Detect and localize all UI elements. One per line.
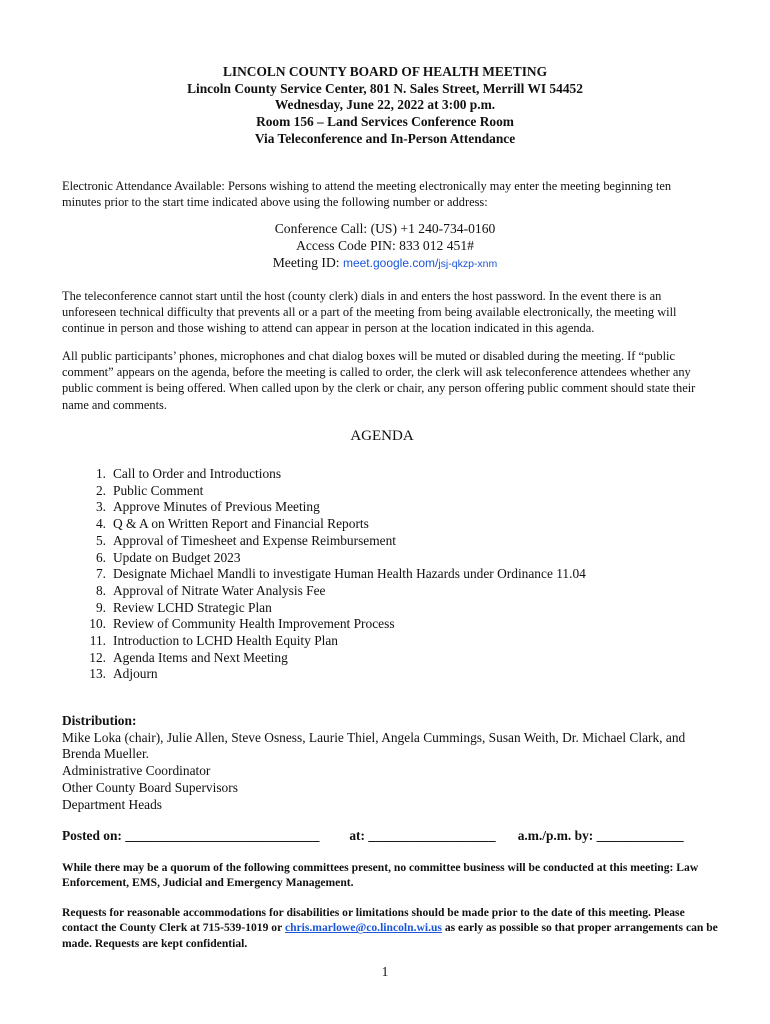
agenda-list	[62, 466, 586, 683]
accommodation-notice	[62, 905, 722, 951]
agenda-item-number: 3.	[95, 499, 106, 515]
distribution-department-heads: Department Heads	[62, 796, 163, 812]
teleconference-note: The teleconference cannot start until the host (county clerk) dials in and enters the host password. In the event there is an unforeseen technical difficulty that prevents all or a part of the meeting from being available electronically, the meeting will continue in person and those wishing to attend can appear in person at the location indicated in this agenda.	[62, 289, 677, 336]
agenda-item	[62, 550, 586, 567]
conference-call-line: Conference Call: (US) +1 240-734-0160	[274, 221, 496, 236]
agenda-item	[62, 600, 586, 617]
agenda-item	[62, 633, 586, 650]
agenda-item	[62, 666, 586, 683]
agenda-item-text: Approval of Timesheet and Expense Reimbursement	[113, 532, 397, 548]
agenda-item-number: 11.	[89, 633, 106, 649]
agenda-item	[62, 583, 586, 600]
agenda-item	[62, 499, 586, 516]
agenda-item-text: Review LCHD Strategic Plan	[113, 599, 272, 615]
agenda-item-number: 7.	[95, 566, 106, 582]
agenda-item	[62, 650, 586, 667]
agenda-item	[62, 566, 586, 583]
clerk-email-link[interactable]: chris.marlowe@co.lincoln.wi.us	[284, 921, 442, 935]
meeting-link-code[interactable]: jsj-qkzp-xnm	[438, 258, 498, 270]
meeting-room: Room 156 – Land Services Conference Room	[256, 114, 514, 130]
agenda-item-number: 10.	[89, 616, 106, 632]
access-code-line: Access Code PIN: 833 012 451#	[296, 238, 474, 253]
posted-at-field: at: ___________________	[349, 828, 496, 843]
agenda-item-text: Designate Michael Mandli to investigate Human Health Hazards under Ordinance 11.04	[113, 566, 586, 582]
agenda-item	[62, 516, 586, 533]
meeting-location: Lincoln County Service Center, 801 N. Sales Street, Merrill WI 54452	[187, 80, 583, 96]
agenda-item-number: 1.	[95, 466, 106, 481]
agenda-item-number: 8.	[95, 582, 106, 598]
posted-on-field: Posted on: _____________________________	[62, 828, 320, 843]
posted-by-field: a.m./p.m. by: _____________	[517, 828, 684, 843]
agenda-item-text: Call to Order and Introductions	[113, 466, 282, 481]
accommodation-text-after: as early as possible so that proper arrangements can be made. Requests are kept confidential.	[62, 921, 718, 950]
agenda-item-number: 12.	[89, 649, 106, 665]
posted-line	[62, 828, 684, 844]
agenda-item-number: 4.	[95, 516, 106, 532]
meeting-header	[0, 64, 770, 148]
agenda-item-text: Agenda Items and Next Meeting	[113, 649, 288, 665]
distribution-supervisors: Other County Board Supervisors	[62, 779, 238, 795]
agenda-title: AGENDA	[350, 428, 414, 444]
distribution-members: Mike Loka (chair), Julie Allen, Steve Osness, Laurie Thiel, Angela Cummings, Susan Weith, Dr. Michael Clark, and Brenda Mueller.	[62, 729, 686, 762]
meeting-datetime: Wednesday, June 22, 2022 at 3:00 p.m.	[274, 97, 496, 113]
agenda-item	[62, 616, 586, 633]
accommodation-text-before: Requests for reasonable accommodations for disabilities or limitations should be made prior to the date of this meeting. Please contact the County Clerk at 715-539-1019 or	[62, 906, 685, 935]
agenda-item-text: Introduction to LCHD Health Equity Plan	[113, 633, 339, 649]
agenda-item-number: 9.	[95, 599, 106, 615]
distribution-section	[62, 713, 722, 813]
agenda-item-text: Adjourn	[113, 666, 158, 682]
meeting-link-host[interactable]: meet.google.com/	[342, 256, 439, 270]
agenda-item-number: 2.	[95, 482, 106, 498]
agenda-item	[62, 483, 586, 500]
agenda-item-text: Public Comment	[113, 482, 204, 498]
agenda-item-text: Review of Community Health Improvement Process	[113, 616, 395, 632]
agenda-item-number: 13.	[89, 666, 106, 682]
meeting-id-label: Meeting ID:	[272, 255, 343, 270]
distribution-coordinator: Administrative Coordinator	[62, 763, 211, 779]
agenda-item-number: 5.	[95, 532, 106, 548]
agenda-item	[62, 533, 586, 550]
agenda-item-text: Approve Minutes of Previous Meeting	[113, 499, 320, 515]
distribution-title: Distribution:	[62, 713, 137, 728]
page-number: 1	[381, 964, 389, 979]
agenda-item-text: Approval of Nitrate Water Analysis Fee	[113, 582, 326, 598]
meeting-title: LINCOLN COUNTY BOARD OF HEALTH MEETING	[222, 64, 548, 79]
quorum-notice: While there may be a quorum of the following committees present, no committee business will be conducted at this meeting: Law Enforcement, EMS, Judicial and Emergency Management.	[62, 861, 699, 890]
agenda-item-text: Q & A on Written Report and Financial Reports	[113, 516, 369, 532]
public-participation-note: All public participants’ phones, microphones and chat dialog boxes will be muted or disabled during the meeting. If “public comment” appears on the agenda, before the meeting is called to order, the clerk will ask teleconference attendees whether any public comment is being offered. When called upon by the clerk or chair, any person offering public comment should state their name and comments.	[62, 349, 696, 412]
agenda-item-text: Update on Budget 2023	[113, 549, 241, 565]
electronic-attendance-paragraph: Electronic Attendance Available: Persons wishing to attend the meeting electronically may enter the meeting beginning ten minutes prior to the start time indicated above using the following number or address:	[62, 179, 672, 210]
meeting-id-line	[0, 255, 770, 273]
agenda-item	[62, 466, 586, 483]
meeting-attendance-mode: Via Teleconference and In-Person Attendance	[254, 130, 516, 146]
agenda-item-number: 6.	[95, 549, 106, 565]
